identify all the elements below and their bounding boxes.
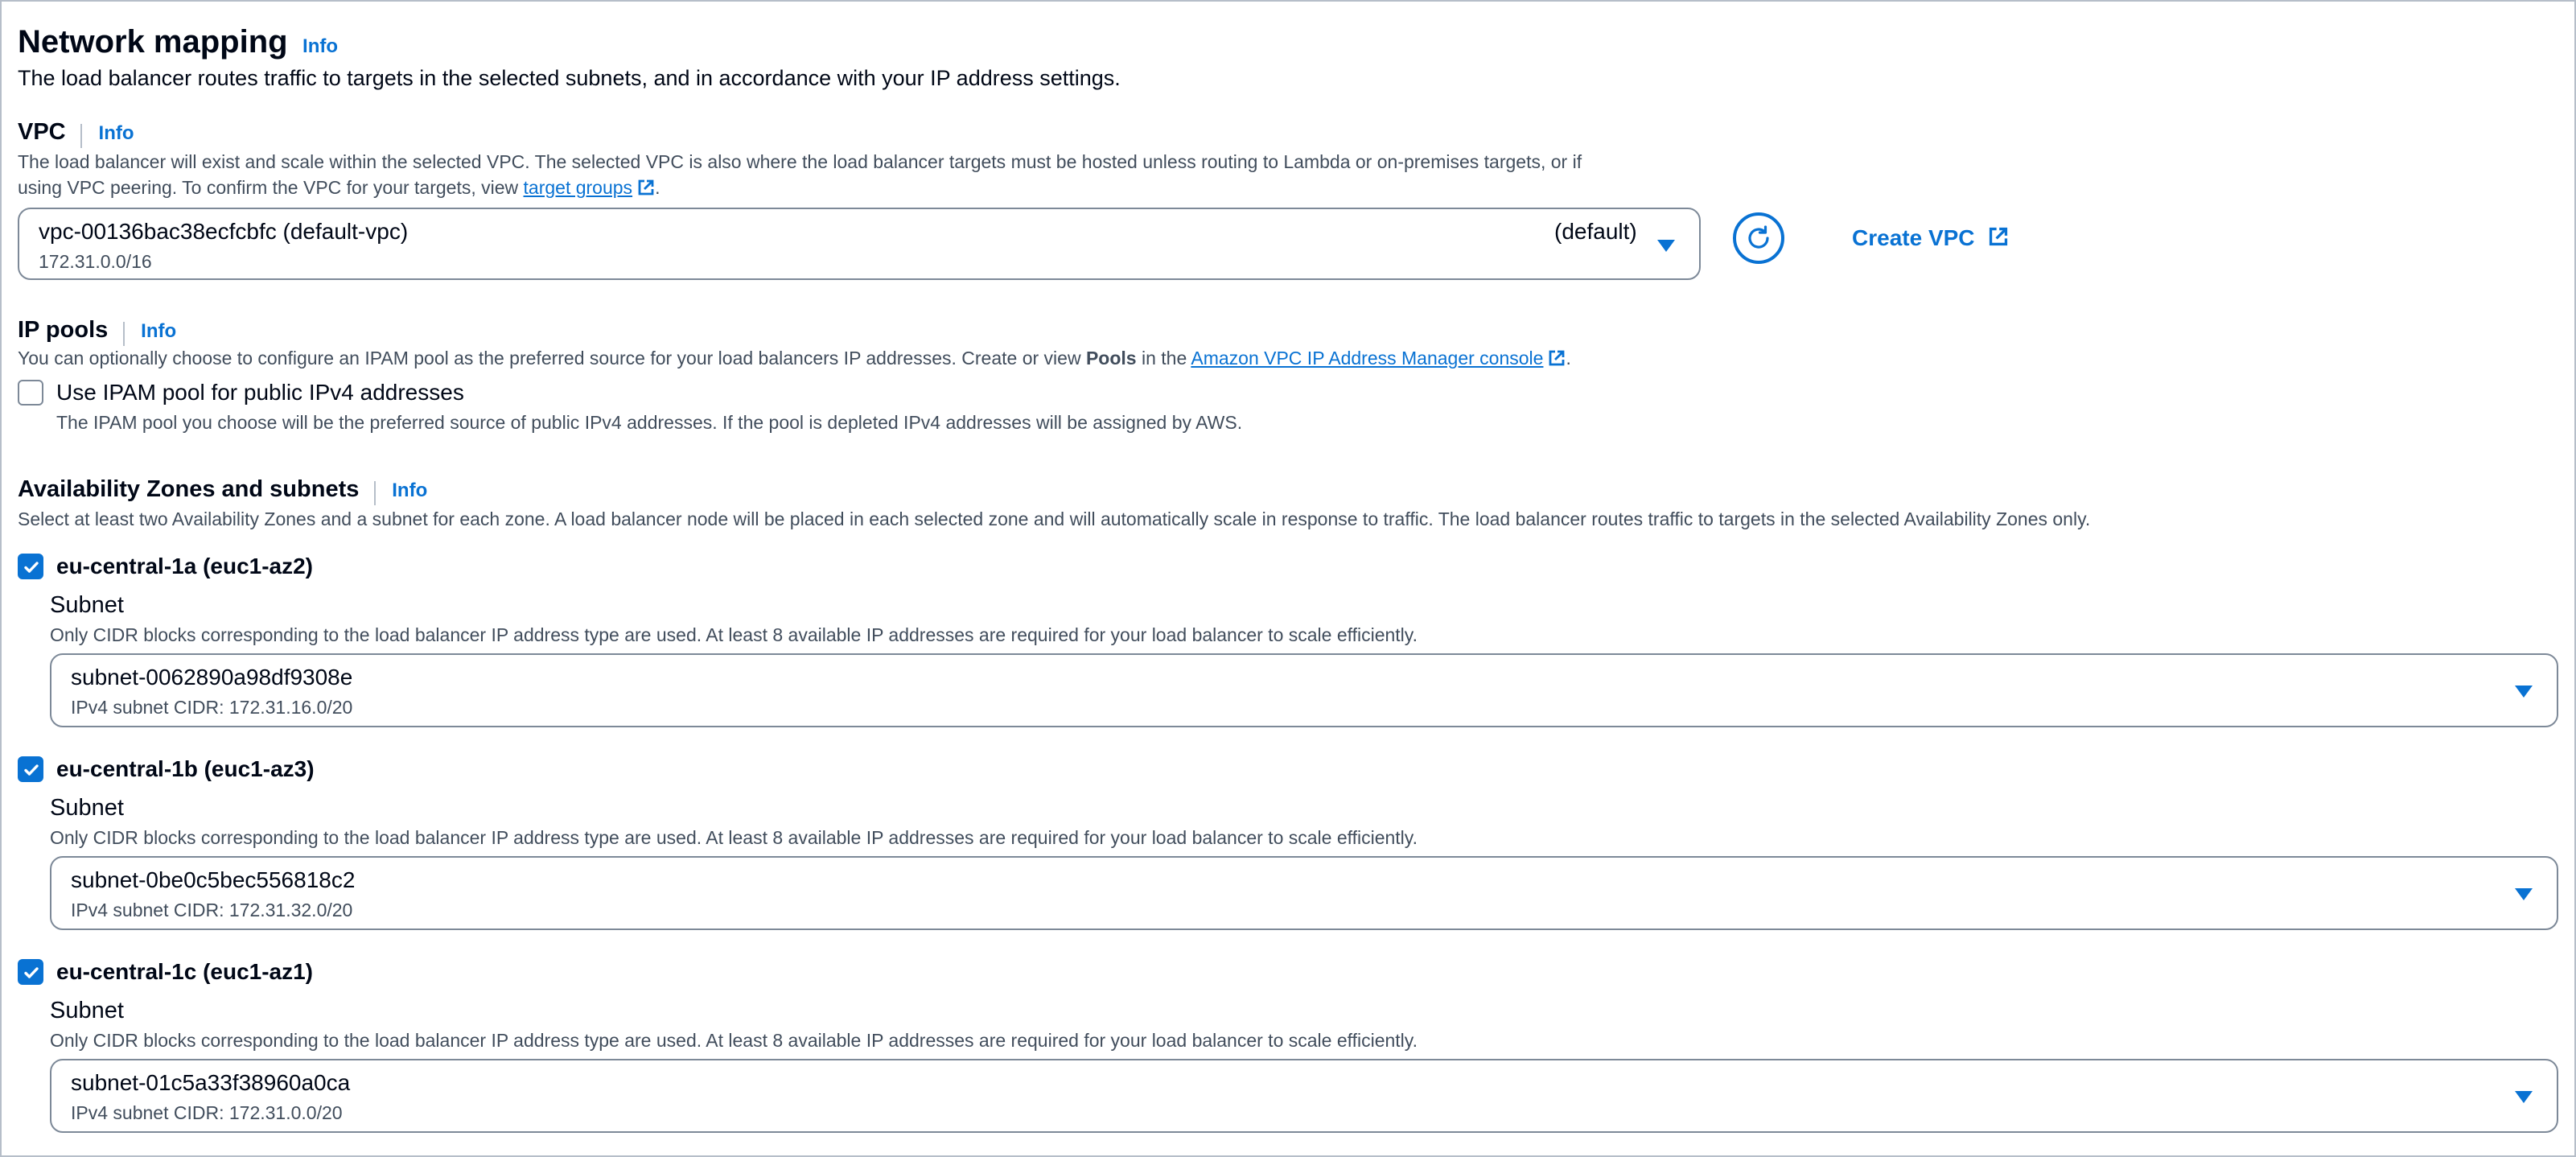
subnet-label: Subnet — [50, 998, 124, 1023]
refresh-vpc-button[interactable] — [1733, 212, 1784, 264]
zone-name[interactable]: eu-central-1a (euc1-az2) — [56, 554, 314, 578]
vpc-select[interactable] — [18, 208, 1701, 280]
ipam-pool-checkbox-description: The IPAM pool you choose will be the preferred source of public IPv4 addresses. If the pool is depleted IPv4 addresses will be assigned by AWS. — [56, 412, 1243, 433]
ipam-pool-checkbox-label[interactable]: Use IPAM pool for public IPv4 addresses — [56, 380, 464, 405]
check-icon — [22, 760, 41, 780]
create-vpc-label: Create VPC — [1852, 225, 1975, 250]
subnet-description: Only CIDR blocks corresponding to the load balancer IP address type are used. At least 8 available IP addresses are required for your load balancer to scale efficiently. — [50, 624, 1418, 645]
subnet-label: Subnet — [50, 795, 124, 821]
ipam-pool-checkbox[interactable] — [18, 380, 43, 406]
vpc-description-line2 — [18, 177, 660, 199]
external-link-icon — [1988, 226, 2009, 247]
create-vpc-link[interactable] — [1852, 225, 2009, 251]
ip-pools-description — [18, 348, 1571, 369]
vpc-select-value: vpc-00136bac38ecfcbfc (default-vpc) — [39, 219, 409, 244]
caret-down-icon — [2515, 1091, 2533, 1103]
caret-down-icon — [1657, 240, 1675, 252]
vpc-info-link[interactable]: Info — [98, 122, 134, 144]
caret-down-icon — [2515, 686, 2533, 698]
az-description: Select at least two Availability Zones and a subnet for each zone. A load balancer node will be placed in each selected zone and will automatically scale in response to traffic. The load balancer routes traffic to targets in the selected Availability Zones only. — [18, 509, 2091, 529]
check-icon — [22, 963, 41, 982]
vpc-description-line1: The load balancer will exist and scale within the selected VPC. The selected VPC is also where the load balancer targets must be hosted unless routing to Lambda or on-premises targets, or if — [18, 151, 1582, 172]
subnet-description: Only CIDR blocks corresponding to the load balancer IP address type are used. At least 8 available IP addresses are required for your load balancer to scale efficiently. — [50, 827, 1418, 848]
vpc-description-prefix: using VPC peering. To confirm the VPC for your targets, view — [18, 177, 524, 198]
vpc-label-row — [18, 119, 134, 148]
divider — [123, 322, 125, 346]
subnet-select[interactable] — [50, 856, 2558, 930]
subnet-select-value: subnet-0be0c5bec556818c2 — [71, 867, 356, 892]
subnet-cidr: IPv4 subnet CIDR: 172.31.0.0/20 — [71, 1102, 343, 1123]
vpc-description-suffix: . — [655, 177, 660, 198]
header-description: The load balancer routes traffic to targets in the selected subnets, and in accordance with your IP address settings. — [18, 66, 1121, 90]
page-title: Network mapping — [18, 24, 288, 60]
zone-name[interactable]: eu-central-1c (euc1-az1) — [56, 959, 314, 984]
zone-name[interactable]: eu-central-1b (euc1-az3) — [56, 756, 315, 781]
external-link-icon — [1548, 349, 1566, 367]
ip-pools-info-link[interactable]: Info — [141, 320, 177, 342]
subnet-cidr: IPv4 subnet CIDR: 172.31.32.0/20 — [71, 900, 353, 920]
subnet-description: Only CIDR blocks corresponding to the load balancer IP address type are used. At least 8 available IP addresses are required for your load balancer to scale efficiently. — [50, 1030, 1418, 1051]
az-label: Availability Zones and subnets — [18, 476, 360, 502]
ip-pools-description-suffix: . — [1566, 348, 1571, 369]
header-info-link[interactable]: Info — [302, 35, 339, 57]
section-header — [18, 24, 338, 60]
caret-down-icon — [2515, 888, 2533, 900]
external-link-icon — [637, 179, 655, 196]
subnet-select-value: subnet-01c5a33f38960a0ca — [71, 1070, 351, 1095]
vpc-label: VPC — [18, 119, 66, 145]
divider — [80, 124, 82, 148]
subnet-select-value: subnet-0062890a98df9308e — [71, 665, 353, 690]
target-groups-link[interactable]: target groups — [523, 177, 633, 198]
ip-pools-label: IP pools — [18, 317, 109, 343]
subnet-cidr: IPv4 subnet CIDR: 172.31.16.0/20 — [71, 697, 353, 718]
subnet-select[interactable] — [50, 653, 2558, 727]
vpc-select-cidr: 172.31.0.0/16 — [39, 251, 152, 272]
pools-bold-text: Pools — [1085, 348, 1137, 369]
ip-pools-description-prefix: You can optionally choose to configure an IPAM pool as the preferred source for your load balancers IP addresses. Create or view — [18, 348, 1086, 369]
refresh-icon — [1745, 224, 1772, 252]
zone-checkbox-euc1-az3[interactable] — [18, 756, 43, 782]
vpc-default-tag: (default) — [1554, 219, 1637, 244]
ipam-console-link[interactable]: Amazon VPC IP Address Manager console — [1191, 348, 1544, 369]
zone-checkbox-euc1-az1[interactable] — [18, 959, 43, 985]
check-icon — [22, 558, 41, 577]
az-label-row — [18, 476, 427, 505]
subnet-label: Subnet — [50, 592, 124, 618]
ip-pools-description-mid: in the — [1136, 348, 1191, 369]
divider — [374, 481, 376, 505]
ip-pools-label-row — [18, 317, 176, 346]
az-info-link[interactable]: Info — [392, 480, 428, 501]
subnet-select[interactable] — [50, 1059, 2558, 1133]
zone-checkbox-euc1-az2[interactable] — [18, 554, 43, 579]
